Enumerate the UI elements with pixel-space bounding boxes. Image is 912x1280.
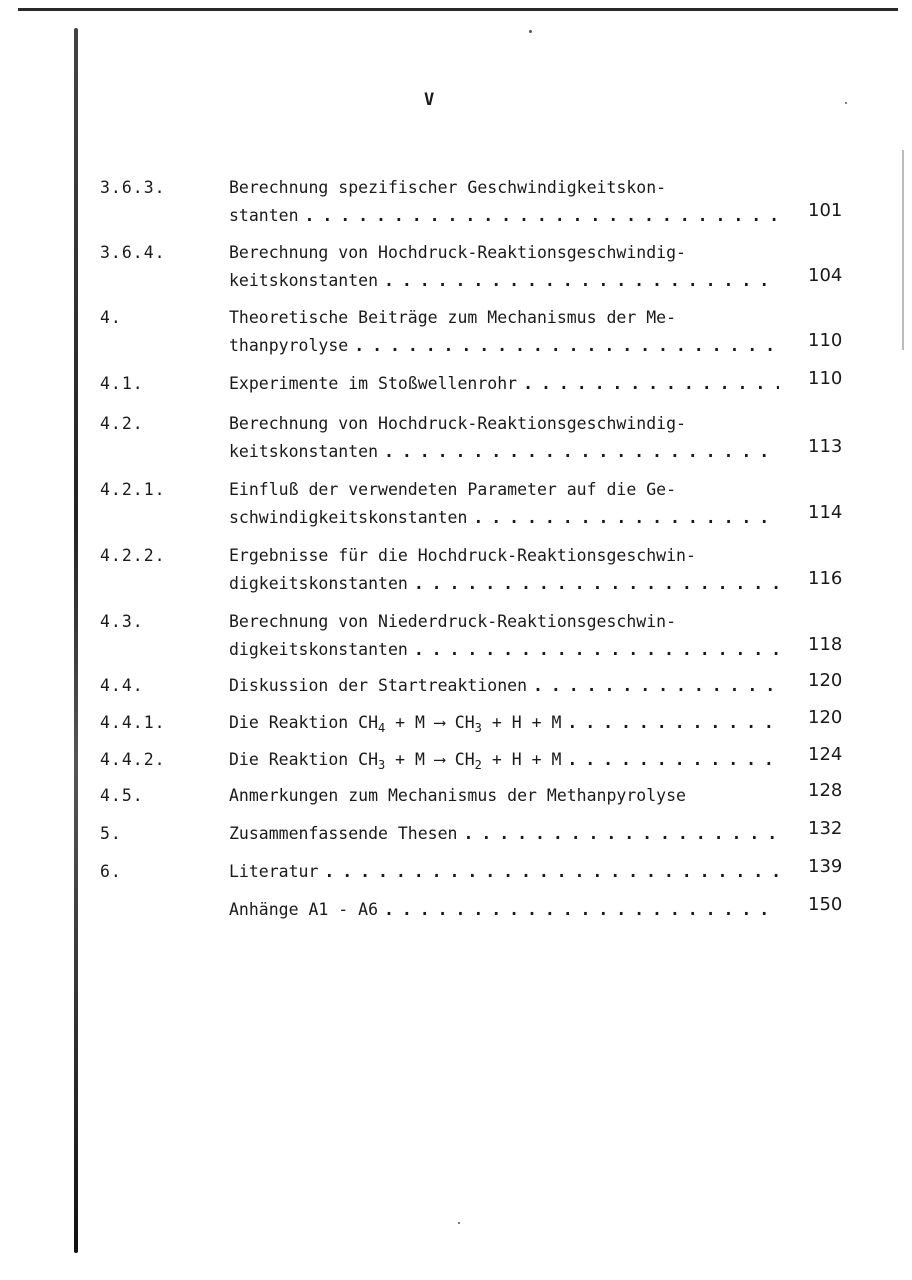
- page-number: 118: [808, 634, 843, 655]
- entry-title-line: [229, 271, 779, 290]
- dot-leader: [324, 862, 779, 881]
- entry-title-line: [229, 862, 779, 881]
- page-number: 104: [808, 265, 843, 286]
- page-number: 114: [808, 502, 843, 523]
- page-number: 110: [808, 368, 843, 389]
- entry-title-line: Berechnung spezifischer Geschwindigkeitskon-: [229, 178, 667, 197]
- entry-title-text: Die Reaktion $CH_3 + M$ ⟶ $CH_2 + H + M$: [229, 750, 562, 772]
- entry-title-text: Diskussion der Startreaktionen: [229, 676, 528, 695]
- section-number: 4.2.: [100, 414, 144, 433]
- entry-title-line: [229, 574, 779, 593]
- section-number: 3.6.4.: [100, 243, 166, 262]
- entry-title-line: [229, 824, 779, 843]
- section-number: 5.: [100, 824, 122, 843]
- page-number: 124: [808, 744, 843, 765]
- dot-leader: [354, 336, 779, 355]
- section-number: 4.5.: [100, 786, 144, 805]
- entry-title-line: [229, 713, 779, 735]
- dot-leader: [414, 574, 779, 593]
- page-number: 116: [808, 568, 843, 589]
- page-number: 113: [808, 436, 843, 457]
- dot-leader: [384, 271, 779, 290]
- page-number: 120: [808, 670, 843, 691]
- section-number: 4.: [100, 308, 122, 327]
- entry-title-line: [229, 206, 779, 225]
- section-number: 4.4.: [100, 676, 144, 695]
- section-number: 3.6.3.: [100, 178, 166, 197]
- entry-title-text: Experimente im Stoßwellenrohr: [229, 374, 518, 393]
- entry-title-text: Literatur: [229, 862, 319, 881]
- page-numeral: V: [424, 90, 435, 110]
- dot-leader: [463, 824, 779, 843]
- dot-leader: [523, 374, 779, 393]
- dot-leader: [384, 442, 779, 461]
- dot-leader: [305, 206, 779, 225]
- entry-title-text: stanten: [229, 206, 299, 225]
- entry-title-line: [229, 374, 779, 393]
- entry-title-line: [229, 442, 779, 461]
- entry-title-line: Berechnung von Hochdruck-Reaktionsgeschwindig-: [229, 414, 686, 433]
- page-number: 139: [808, 856, 843, 877]
- entry-title-text: digkeitskonstanten: [229, 574, 408, 593]
- entry-title-text: digkeitskonstanten: [229, 640, 408, 659]
- entry-title-line: Berechnung von Niederdruck-Reaktionsgeschwin-: [229, 612, 677, 631]
- section-number: 4.2.1.: [100, 480, 166, 499]
- page-number: 120: [808, 707, 843, 728]
- dot-leader: [384, 900, 779, 919]
- entry-title-line: [229, 676, 779, 695]
- entry-title-text: thanpyrolyse: [229, 336, 349, 355]
- entry-title-line: [229, 336, 779, 355]
- entry-title-line: [229, 640, 779, 659]
- entry-title-line: [229, 508, 779, 527]
- dot-leader: [414, 640, 779, 659]
- section-number: 4.2.2.: [100, 546, 166, 565]
- dot-leader: [473, 508, 779, 527]
- entry-title-text: schwindigkeitskonstanten: [229, 508, 468, 527]
- entry-title-line: [229, 900, 779, 919]
- entry-title-text: keitskonstanten: [229, 271, 379, 290]
- section-number: 4.3.: [100, 612, 144, 631]
- entry-title-line: [229, 786, 779, 805]
- entry-title-line: Einfluß der verwendeten Parameter auf die Ge-: [229, 480, 677, 499]
- entry-title-text: Anhänge A1 - A6: [229, 900, 379, 919]
- page-number: 110: [808, 330, 843, 351]
- page-number: 128: [808, 780, 843, 801]
- entry-title-line: Berechnung von Hochdruck-Reaktionsgeschwindig-: [229, 243, 686, 262]
- page-number: 101: [808, 200, 843, 221]
- dot-leader: [533, 676, 779, 695]
- entry-title-line: Ergebnisse für die Hochdruck-Reaktionsgeschwin-: [229, 546, 696, 565]
- entry-title-text: Zusammenfassende Thesen: [229, 824, 458, 843]
- entry-title-text: Die Reaktion $CH_4 + M$ ⟶ $CH_3 + H + M$: [229, 713, 562, 735]
- section-number: 4.4.2.: [100, 750, 166, 769]
- dot-leader: [567, 713, 779, 735]
- page-number: 150: [808, 894, 843, 915]
- entry-title-line: Theoretische Beiträge zum Mechanismus der Me-: [229, 308, 677, 327]
- entry-title-line: [229, 750, 779, 772]
- section-number: 6.: [100, 862, 122, 881]
- section-number: 4.1.: [100, 374, 144, 393]
- entry-title-text: keitskonstanten: [229, 442, 379, 461]
- section-number: 4.4.1.: [100, 713, 166, 732]
- entry-title-text: Anmerkungen zum Mechanismus der Methanpyrolyse: [229, 786, 686, 805]
- page-number: 132: [808, 818, 843, 839]
- dot-leader: [567, 750, 779, 772]
